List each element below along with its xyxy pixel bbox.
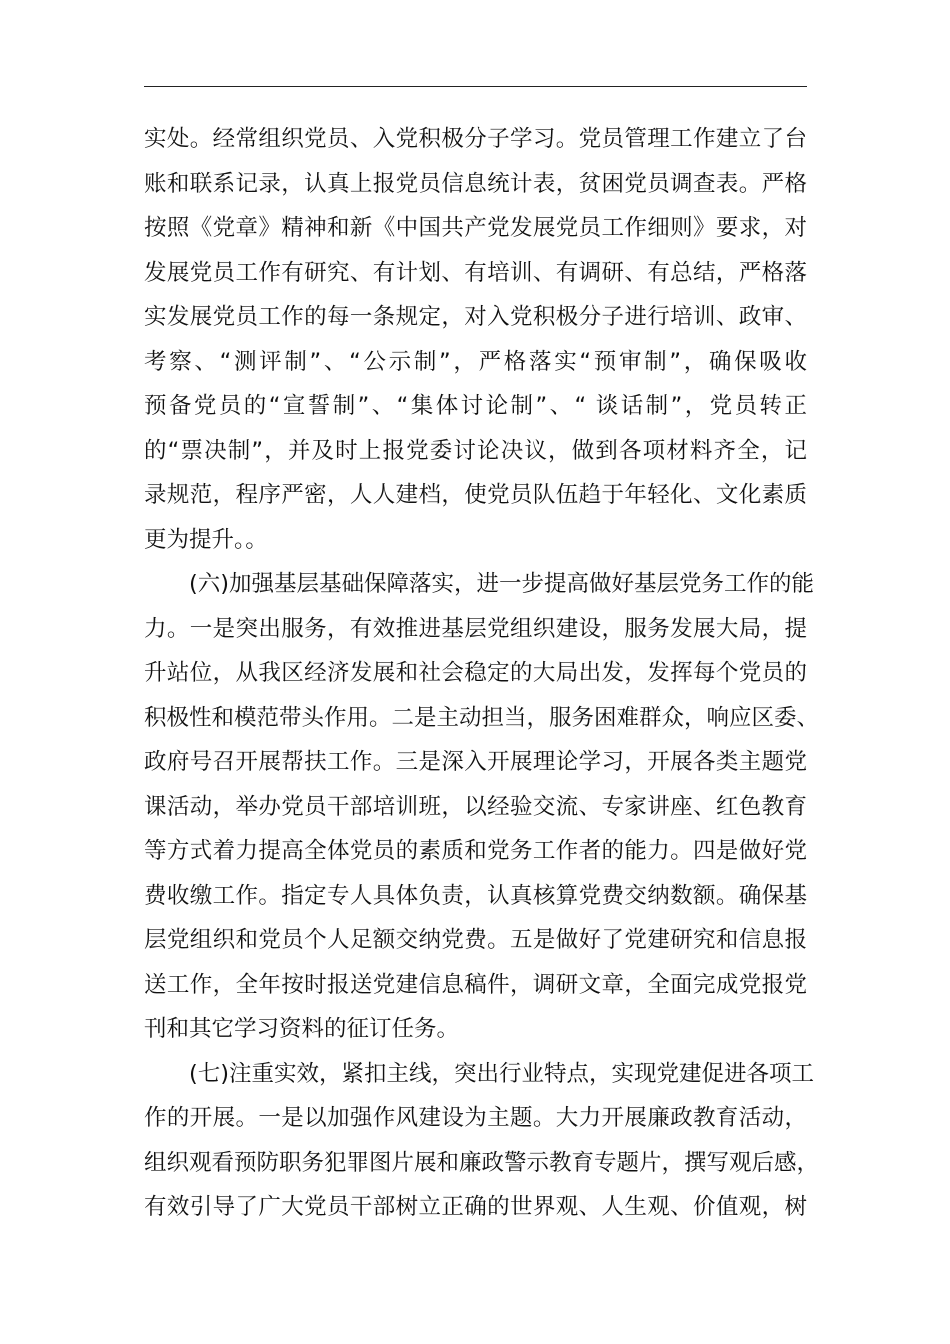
text-line: 层党组织和党员个人足额交纳党费。五是做好了党建研究和信息报 (144, 927, 807, 953)
text-line: 等方式着力提高全体党员的素质和党务工作者的能力。四是做好党 (144, 838, 807, 864)
text-line: 更为提升。。 (144, 526, 268, 553)
text-line: 的“票决制”，并及时上报党委讨论决议，做到各项材料齐全，记 (144, 437, 807, 464)
text-line: 积极性和模范带头作用。二是主动担当，服务困难群众，响应区委、 (144, 704, 820, 731)
text-line: 政府号召开展帮扶工作。三是深入开展理论学习，开展各类主题党 (144, 749, 807, 775)
text-line: 录规范，程序严密，人人建档，使党员队伍趋于年轻化、文化素质 (144, 482, 807, 508)
text-line: 作的开展。一是以加强作风建设为主题。大力开展廉政教育活动， (144, 1105, 807, 1131)
text-line: 送工作，全年按时报送党建信息稿件，调研文章，全面完成党报党 (144, 971, 807, 998)
text-line: 组织观看预防职务犯罪图片展和廉政警示教育专题片，撰写观后感， (144, 1149, 820, 1176)
text-line: (七)注重实效，紧扣主线，突出行业特点，实现党建促进各项工 (189, 1060, 815, 1087)
text-line: 有效引导了广大党员干部树立正确的世界观、人生观、价值观，树 (144, 1194, 807, 1220)
text-line: 按照《党章》精神和新《中国共产党发展党员工作细则》要求，对 (144, 215, 807, 241)
text-line: 费收缴工作。指定专人具体负责，认真核算党费交纳数额。确保基 (144, 882, 807, 909)
text-line: 课活动，举办党员干部培训班，以经验交流、专家讲座、红色教育 (144, 793, 807, 820)
text-line: 力。一是突出服务，有效推进基层党组织建设，服务发展大局，提 (144, 615, 807, 642)
paragraph-1 (144, 117, 807, 562)
paragraph-3 (144, 1052, 820, 1230)
text-line: (六)加强基层基础保障落实，进一步提高做好基层党务工作的能 (189, 571, 815, 597)
text-line: 账和联系记录，认真上报党员信息统计表，贫困党员调查表。严格 (144, 170, 807, 197)
document-body (144, 117, 820, 1230)
text-line: 实处。经常组织党员、入党积极分子学习。党员管理工作建立了台 (144, 126, 807, 152)
text-line: 刊和其它学习资料的征订任务。 (144, 1016, 460, 1042)
text-line: 发展党员工作有研究、有计划、有培训、有调研、有总结，严格落 (144, 259, 807, 286)
header-rule (144, 86, 807, 87)
text-line: 考察、“测评制”、“公示制”，严格落实“预审制”，确保吸收 (144, 348, 807, 375)
text-line: 实发展党员工作的每一条规定，对入党积极分子进行培训、政审、 (144, 304, 807, 330)
paragraph-2 (144, 562, 820, 1052)
text-line: 预备党员的“宣誓制”、“集体讨论制”、“ 谈话制”，党员转正 (144, 393, 807, 419)
text-line: 升站位，从我区经济发展和社会稳定的大局出发，发挥每个党员的 (144, 660, 807, 686)
